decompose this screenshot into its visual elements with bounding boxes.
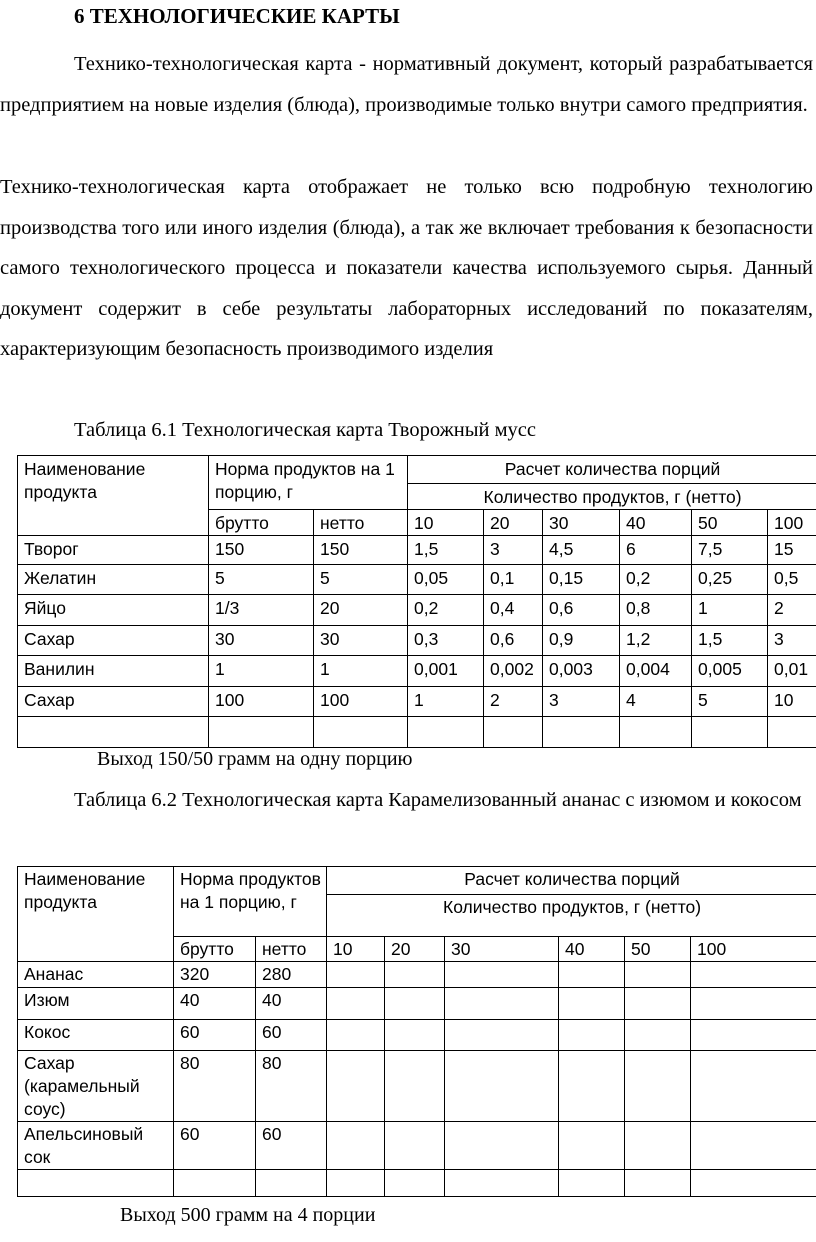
header-portions-calc: Расчет количества порций <box>408 456 816 484</box>
value-cell: 3 <box>768 626 816 656</box>
value-cell: 40 <box>256 988 327 1020</box>
value-cell <box>327 1020 385 1051</box>
value-cell <box>408 717 484 748</box>
header-portion: 50 <box>625 937 691 962</box>
header-portion: 100 <box>768 510 816 536</box>
value-cell <box>445 1020 559 1051</box>
header-brutto: брутто <box>209 510 314 536</box>
value-cell <box>385 1122 445 1170</box>
value-cell: 5 <box>692 687 768 717</box>
value-cell <box>691 1051 816 1122</box>
table1-output: Выход 150/50 грамм на одну порцию <box>97 748 413 770</box>
value-cell: 100 <box>209 687 314 717</box>
table-row <box>18 988 816 1020</box>
product-name-cell: Изюм <box>18 988 174 1020</box>
value-cell: 280 <box>256 962 327 988</box>
value-cell <box>620 717 692 748</box>
header-product-name: Наименование продукта <box>18 456 209 536</box>
header-quantity: Количество продуктов, г (нетто) <box>327 895 816 937</box>
value-cell <box>691 1122 816 1170</box>
value-cell <box>327 1170 385 1197</box>
value-cell: 0,01 <box>768 656 816 687</box>
value-cell <box>559 1051 625 1122</box>
value-cell: 0,003 <box>543 656 620 687</box>
table-row <box>18 717 816 748</box>
value-cell: 30 <box>314 626 408 656</box>
section-heading: 6 ТЕХНОЛОГИЧЕСКИЕ КАРТЫ <box>74 4 400 28</box>
value-cell <box>625 988 691 1020</box>
header-portion: 30 <box>445 937 559 962</box>
value-cell: 0,3 <box>408 626 484 656</box>
value-cell: 0,002 <box>484 656 543 687</box>
product-name-cell: Ванилин <box>18 656 209 687</box>
value-cell <box>559 1170 625 1197</box>
value-cell: 150 <box>209 536 314 565</box>
value-cell <box>691 1020 816 1051</box>
product-name-cell: Сахар (карамельный соус) <box>18 1051 174 1122</box>
value-cell: 3 <box>543 687 620 717</box>
product-name-cell: Яйцо <box>18 595 209 626</box>
value-cell: 1 <box>692 595 768 626</box>
table1-caption: Таблица 6.1 Технологическая карта Творожный мусс <box>74 419 536 441</box>
table-row <box>18 962 816 988</box>
value-cell: 60 <box>174 1122 256 1170</box>
value-cell: 0,15 <box>543 565 620 595</box>
value-cell: 2 <box>484 687 543 717</box>
product-name-cell: Кокос <box>18 1020 174 1051</box>
value-cell: 7,5 <box>692 536 768 565</box>
value-cell: 0,25 <box>692 565 768 595</box>
value-cell: 20 <box>314 595 408 626</box>
value-cell: 0,4 <box>484 595 543 626</box>
value-cell: 100 <box>314 687 408 717</box>
value-cell <box>445 1170 559 1197</box>
table2-tech-card <box>17 866 816 1197</box>
value-cell: 0,2 <box>408 595 484 626</box>
value-cell: 0,1 <box>484 565 543 595</box>
value-cell <box>327 988 385 1020</box>
table-row <box>18 1170 816 1197</box>
value-cell: 1 <box>314 656 408 687</box>
table2-output: Выход 500 грамм на 4 порции <box>120 1204 376 1226</box>
value-cell: 40 <box>174 988 256 1020</box>
value-cell <box>559 1020 625 1051</box>
value-cell <box>445 988 559 1020</box>
value-cell: 0,6 <box>484 626 543 656</box>
value-cell: 0,005 <box>692 656 768 687</box>
value-cell: 60 <box>256 1020 327 1051</box>
value-cell: 60 <box>256 1122 327 1170</box>
header-norm: Норма продуктов на 1 порцию, г <box>174 867 327 937</box>
value-cell: 1,2 <box>620 626 692 656</box>
header-portions-calc: Расчет количества порций <box>327 867 816 895</box>
value-cell: 4,5 <box>543 536 620 565</box>
value-cell <box>484 717 543 748</box>
value-cell <box>385 1020 445 1051</box>
table-row <box>18 656 816 687</box>
header-portion: 20 <box>385 937 445 962</box>
value-cell: 80 <box>174 1051 256 1122</box>
intro-paragraph-2: Технико-технологическая карта отображает не только всю подробную технологию производства того или иного изделия (блюда), а так же включает требования к безопасности самого технологического процесса и показатели качества используемого сырья. Данный документ содержит в себе результаты лабораторных исследований по показателям, характеризующим безопасность производимого изделия <box>0 176 813 360</box>
header-quantity: Количество продуктов, г (нетто) <box>408 484 816 510</box>
value-cell <box>768 717 816 748</box>
value-cell <box>691 1170 816 1197</box>
table-row <box>18 1020 816 1051</box>
value-cell <box>559 1122 625 1170</box>
product-name-cell: Ананас <box>18 962 174 988</box>
value-cell: 4 <box>620 687 692 717</box>
value-cell: 0,2 <box>620 565 692 595</box>
value-cell <box>625 962 691 988</box>
table-row <box>18 687 816 717</box>
value-cell <box>385 1170 445 1197</box>
value-cell: 6 <box>620 536 692 565</box>
value-cell: 30 <box>209 626 314 656</box>
value-cell <box>445 1122 559 1170</box>
header-netto: нетто <box>256 937 327 962</box>
header-netto: нетто <box>314 510 408 536</box>
table-row <box>18 595 816 626</box>
product-name-cell: Творог <box>18 536 209 565</box>
value-cell: 0,6 <box>543 595 620 626</box>
value-cell: 0,9 <box>543 626 620 656</box>
header-portion: 10 <box>327 937 385 962</box>
header-norm: Норма продуктов на 1 порцию, г <box>209 456 408 510</box>
header-portion: 10 <box>408 510 484 536</box>
value-cell: 1/3 <box>209 595 314 626</box>
value-cell: 0,001 <box>408 656 484 687</box>
value-cell: 2 <box>768 595 816 626</box>
product-name-cell: Сахар <box>18 687 209 717</box>
value-cell <box>174 1170 256 1197</box>
value-cell <box>327 1122 385 1170</box>
value-cell <box>559 962 625 988</box>
value-cell: 5 <box>209 565 314 595</box>
value-cell: 1 <box>408 687 484 717</box>
value-cell <box>385 962 445 988</box>
value-cell <box>327 962 385 988</box>
value-cell <box>559 988 625 1020</box>
value-cell <box>327 1051 385 1122</box>
value-cell <box>692 717 768 748</box>
value-cell <box>314 717 408 748</box>
value-cell <box>625 1020 691 1051</box>
table-row <box>18 565 816 595</box>
value-cell: 150 <box>314 536 408 565</box>
table2-caption: Таблица 6.2 Технологическая карта Карамелизованный ананас с изюмом и кокосом <box>74 789 802 811</box>
value-cell: 3 <box>484 536 543 565</box>
value-cell <box>691 962 816 988</box>
value-cell: 0,004 <box>620 656 692 687</box>
value-cell <box>445 1051 559 1122</box>
value-cell: 1,5 <box>692 626 768 656</box>
product-name-cell <box>18 1170 174 1197</box>
header-portion: 40 <box>559 937 625 962</box>
header-portion: 20 <box>484 510 543 536</box>
header-portion: 50 <box>692 510 768 536</box>
value-cell: 0,05 <box>408 565 484 595</box>
value-cell: 60 <box>174 1020 256 1051</box>
value-cell: 15 <box>768 536 816 565</box>
value-cell <box>625 1170 691 1197</box>
value-cell <box>385 1051 445 1122</box>
value-cell <box>625 1051 691 1122</box>
header-product-name: Наименование продукта <box>18 867 174 962</box>
intro-paragraph-1: Технико-технологическая карта - нормативный документ, который разрабатывается предприятием на новые изделия (блюда), производимые только внутри самого предприятия. <box>0 53 813 116</box>
product-name-cell <box>18 717 209 748</box>
table-row <box>18 626 816 656</box>
value-cell <box>691 988 816 1020</box>
header-brutto: брутто <box>174 937 256 962</box>
value-cell: 320 <box>174 962 256 988</box>
value-cell: 10 <box>768 687 816 717</box>
value-cell: 0,8 <box>620 595 692 626</box>
value-cell <box>385 988 445 1020</box>
value-cell <box>625 1122 691 1170</box>
table1-tech-card <box>17 455 816 748</box>
table-row <box>18 1122 816 1170</box>
product-name-cell: Желатин <box>18 565 209 595</box>
product-name-cell: Сахар <box>18 626 209 656</box>
header-portion: 100 <box>691 937 816 962</box>
value-cell <box>256 1170 327 1197</box>
value-cell: 0,5 <box>768 565 816 595</box>
table-row <box>18 1051 816 1122</box>
value-cell: 1,5 <box>408 536 484 565</box>
product-name-cell: Апельсиновый сок <box>18 1122 174 1170</box>
header-portion: 40 <box>620 510 692 536</box>
value-cell <box>543 717 620 748</box>
header-portion: 30 <box>543 510 620 536</box>
table-row <box>18 536 816 565</box>
value-cell: 80 <box>256 1051 327 1122</box>
value-cell: 1 <box>209 656 314 687</box>
value-cell: 5 <box>314 565 408 595</box>
value-cell <box>209 717 314 748</box>
value-cell <box>445 962 559 988</box>
